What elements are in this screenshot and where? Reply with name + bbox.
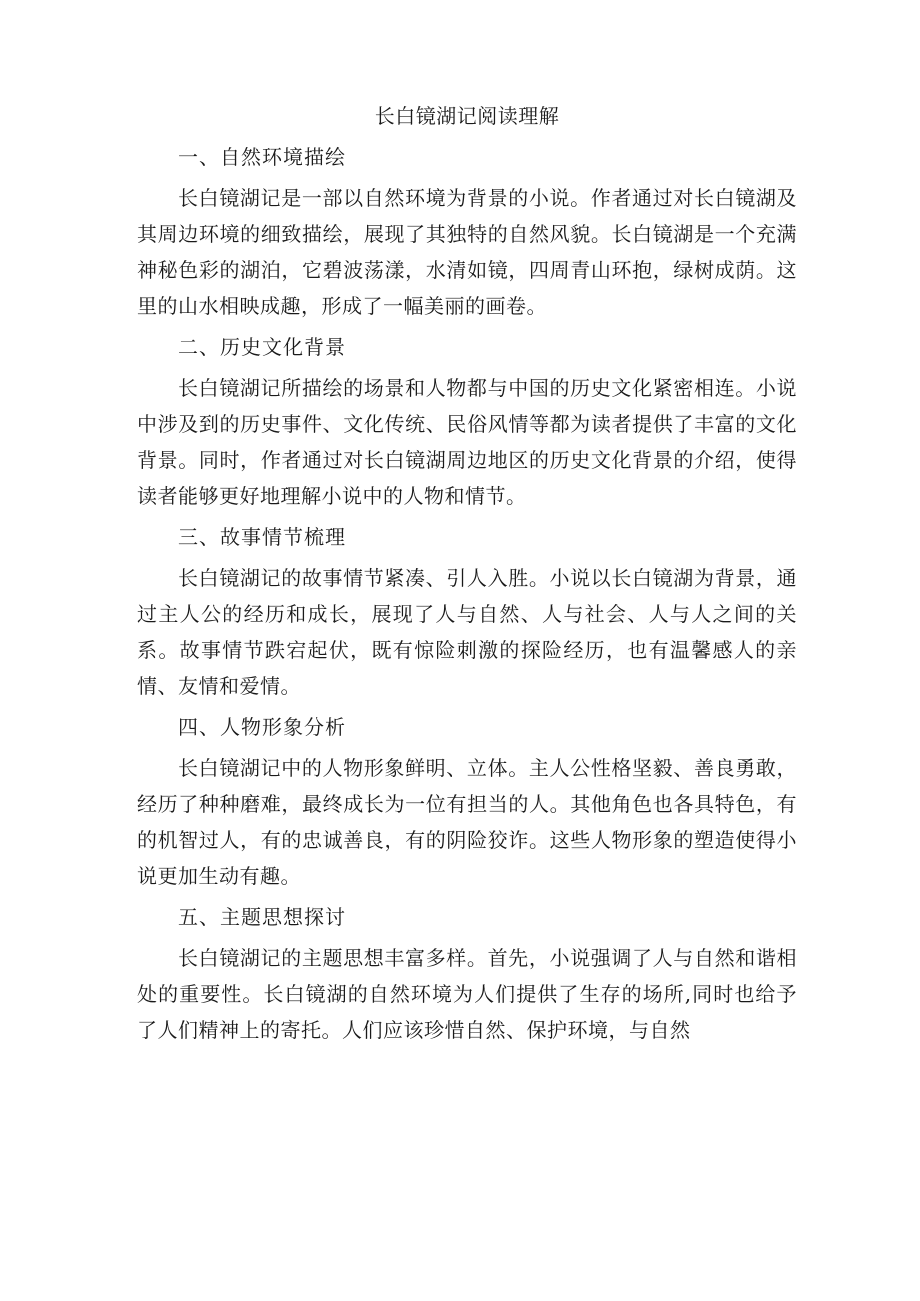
section-plot-summary: [137, 519, 797, 704]
section-theme-discussion: [137, 899, 797, 1048]
section-body: 长白镜湖记中的人物形象鲜明、立体。主人公性格坚毅、善良勇敢，经历了种种磨难，最终成长为一位有担当的人。其他角色也各具特色，有的机智过人，有的忠诚善良，有的阴险狡诈。这些人物形象的塑造使得小说更加生动有趣。: [137, 756, 797, 888]
section-heading: 五、主题思想探讨: [178, 905, 346, 929]
section-body: 长白镜湖记的主题思想丰富多样。首先，小说强调了人与自然和谐相处的重要性。长白镜湖的自然环境为人们提供了生存的场所,同时也给予了人们精神上的寄托。人们应该珍惜自然、保护环境，与自然: [137, 946, 797, 1042]
section-heading: 二、历史文化背景: [178, 335, 346, 359]
section-body: 长白镜湖记所描绘的场景和人物都与中国的历史文化紧密相连。小说中涉及到的历史事件、文化传统、民俗风情等都为读者提供了丰富的文化背景。同时，作者通过对长白镜湖周边地区的历史文化背景的介绍，使得读者能够更好地理解小说中的人物和情节。: [137, 376, 797, 508]
section-natural-environment: [137, 139, 797, 324]
section-body: 长白镜湖记的故事情节紧凑、引人入胜。小说以长白镜湖为背景，通过主人公的经历和成长，展现了人与自然、人与社会、人与人之间的关系。故事情节跌宕起伏，既有惊险刺激的探险经历，也有温馨感人的亲情、友情和爱情。: [137, 566, 797, 698]
document-page: [137, 98, 797, 1048]
document-title: 长白镜湖记阅读理解: [374, 104, 560, 128]
section-heading: 四、人物形象分析: [178, 715, 346, 739]
section-heading: 三、故事情节梳理: [178, 525, 346, 549]
section-historical-culture: [137, 329, 797, 514]
section-character-analysis: [137, 709, 797, 894]
section-body: 长白镜湖记是一部以自然环境为背景的小说。作者通过对长白镜湖及其周边环境的细致描绘，展现了其独特的自然风貌。长白镜湖是一个充满神秘色彩的湖泊，它碧波荡漾，水清如镜，四周青山环抱，绿树成荫。这里的山水相映成趣，形成了一幅美丽的画卷。: [137, 186, 797, 318]
section-heading: 一、自然环境描绘: [178, 145, 346, 169]
